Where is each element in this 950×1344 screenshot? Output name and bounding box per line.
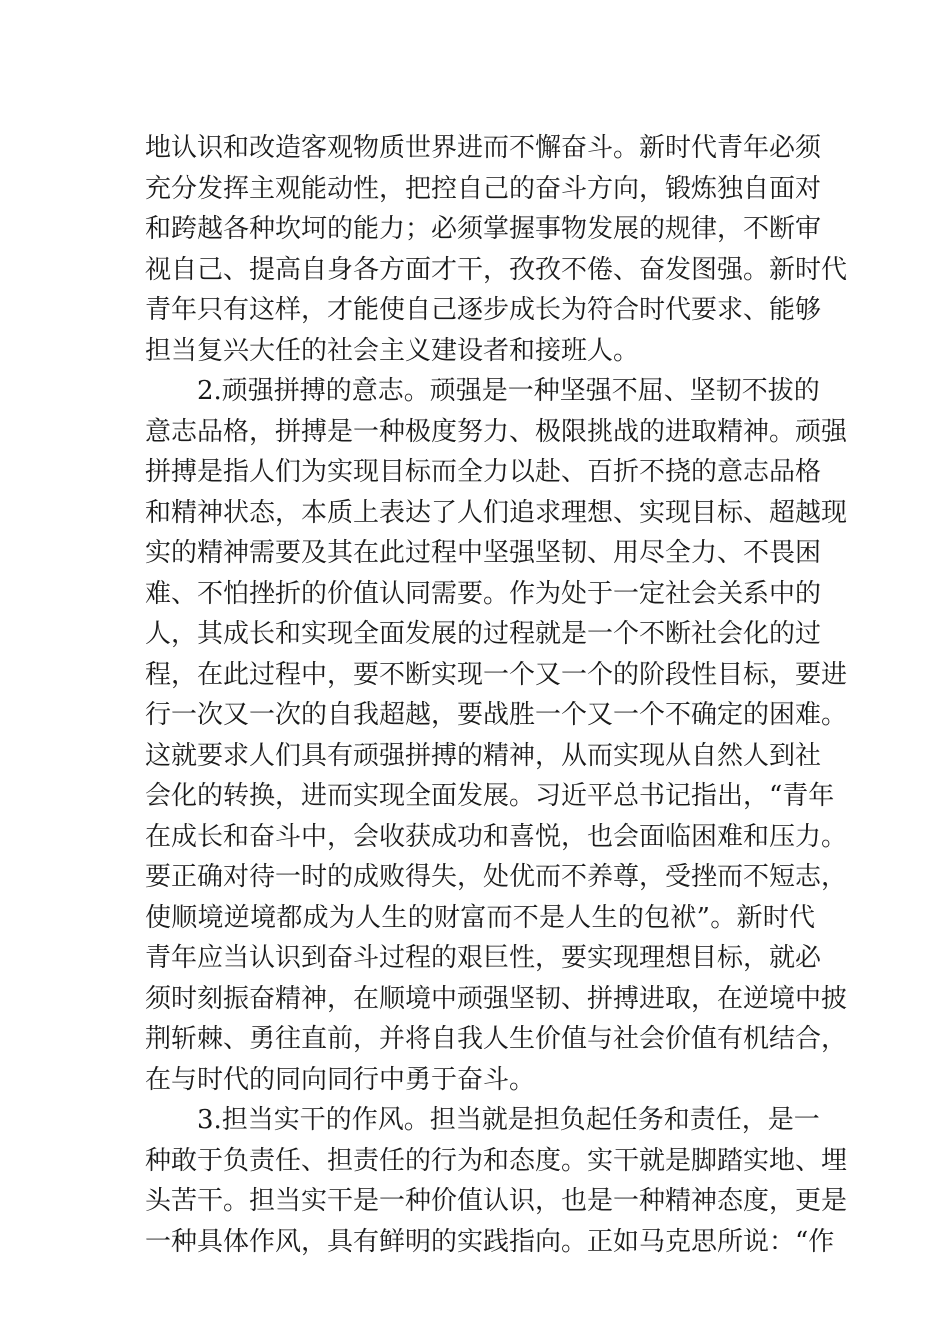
text-line: 担当复兴大任的社会主义建设者和接班人。 — [145, 335, 640, 366]
text-line: 使顺境逆境都成为人生的财富而不是人生的包袱”。新时代 — [145, 902, 815, 933]
text-line: 一种具体作风，具有鲜明的实践指向。正如马克思所说：“作 — [145, 1226, 835, 1257]
text-line: 行一次又一次的自我超越，要战胜一个又一个不确定的困难。 — [145, 700, 848, 730]
text-line: 须时刻振奋精神，在顺境中顽强坚韧、拼搏进取，在逆境中披 — [145, 983, 848, 1014]
text-line: 程，在此过程中，要不断实现一个又一个的阶段性目标，要进 — [145, 659, 848, 690]
body-text — [145, 128, 848, 1262]
text-line: 在与时代的同向同行中勇于奋斗。 — [145, 1064, 536, 1095]
text-line: 荆斩棘、勇往直前，并将自我人生价值与社会价值有机结合， — [145, 1024, 848, 1054]
text-line: 实的精神需要及其在此过程中坚强坚韧、用尽全力、不畏困 — [145, 538, 822, 568]
text-line: 种敢于负责任、担责任的行为和态度。实干就是脚踏实地、埋 — [145, 1145, 848, 1176]
text-line: 要正确对待一时的成败得失，处优而不养尊，受挫而不短志， — [145, 862, 848, 892]
text-line: 在成长和奋斗中，会收获成功和喜悦，也会面临困难和压力。 — [145, 821, 848, 852]
text-line: 意志品格，拼搏是一种极度努力、极限挑战的进取精神。顽强 — [145, 416, 848, 447]
text-line: 充分发挥主观能动性，把控自己的奋斗方向，锻炼独自面对 — [145, 173, 822, 204]
text-line: 难、不怕挫折的价值认同需要。作为处于一定社会关系中的 — [145, 578, 822, 609]
text-line: 2.顽强拼搏的意志。顽强是一种坚强不屈、坚韧不拔的 — [197, 376, 820, 406]
text-line: 3.担当实干的作风。担当就是担负起任务和责任，是一 — [197, 1105, 820, 1135]
text-line: 这就要求人们具有顽强拼搏的精神，从而实现从自然人到社 — [145, 740, 822, 771]
text-line: 青年应当认识到奋斗过程的艰巨性，要实现理想目标，就必 — [145, 943, 822, 973]
text-line: 人，其成长和实现全面发展的过程就是一个不断社会化的过 — [145, 619, 822, 649]
text-line: 和精神状态，本质上表达了人们追求理想、实现目标、超越现 — [145, 497, 848, 528]
text-line: 地认识和改造客观物质世界进而不懈奋斗。新时代青年必须 — [145, 133, 822, 163]
text-line: 青年只有这样，才能使自己逐步成长为符合时代要求、能够 — [145, 295, 822, 325]
text-line: 视自己、提高自身各方面才干，孜孜不倦、奋发图强。新时代 — [145, 254, 848, 285]
text-line: 会化的转换，进而实现全面发展。习近平总书记指出，“青年 — [145, 781, 835, 811]
text-line: 和跨越各种坎坷的能力；必须掌握事物发展的规律，不断审 — [145, 214, 822, 244]
text-line: 头苦干。担当实干是一种价值认识，也是一种精神态度，更是 — [145, 1186, 848, 1216]
text-line: 拼搏是指人们为实现目标而全力以赴、百折不挠的意志品格 — [145, 457, 822, 487]
